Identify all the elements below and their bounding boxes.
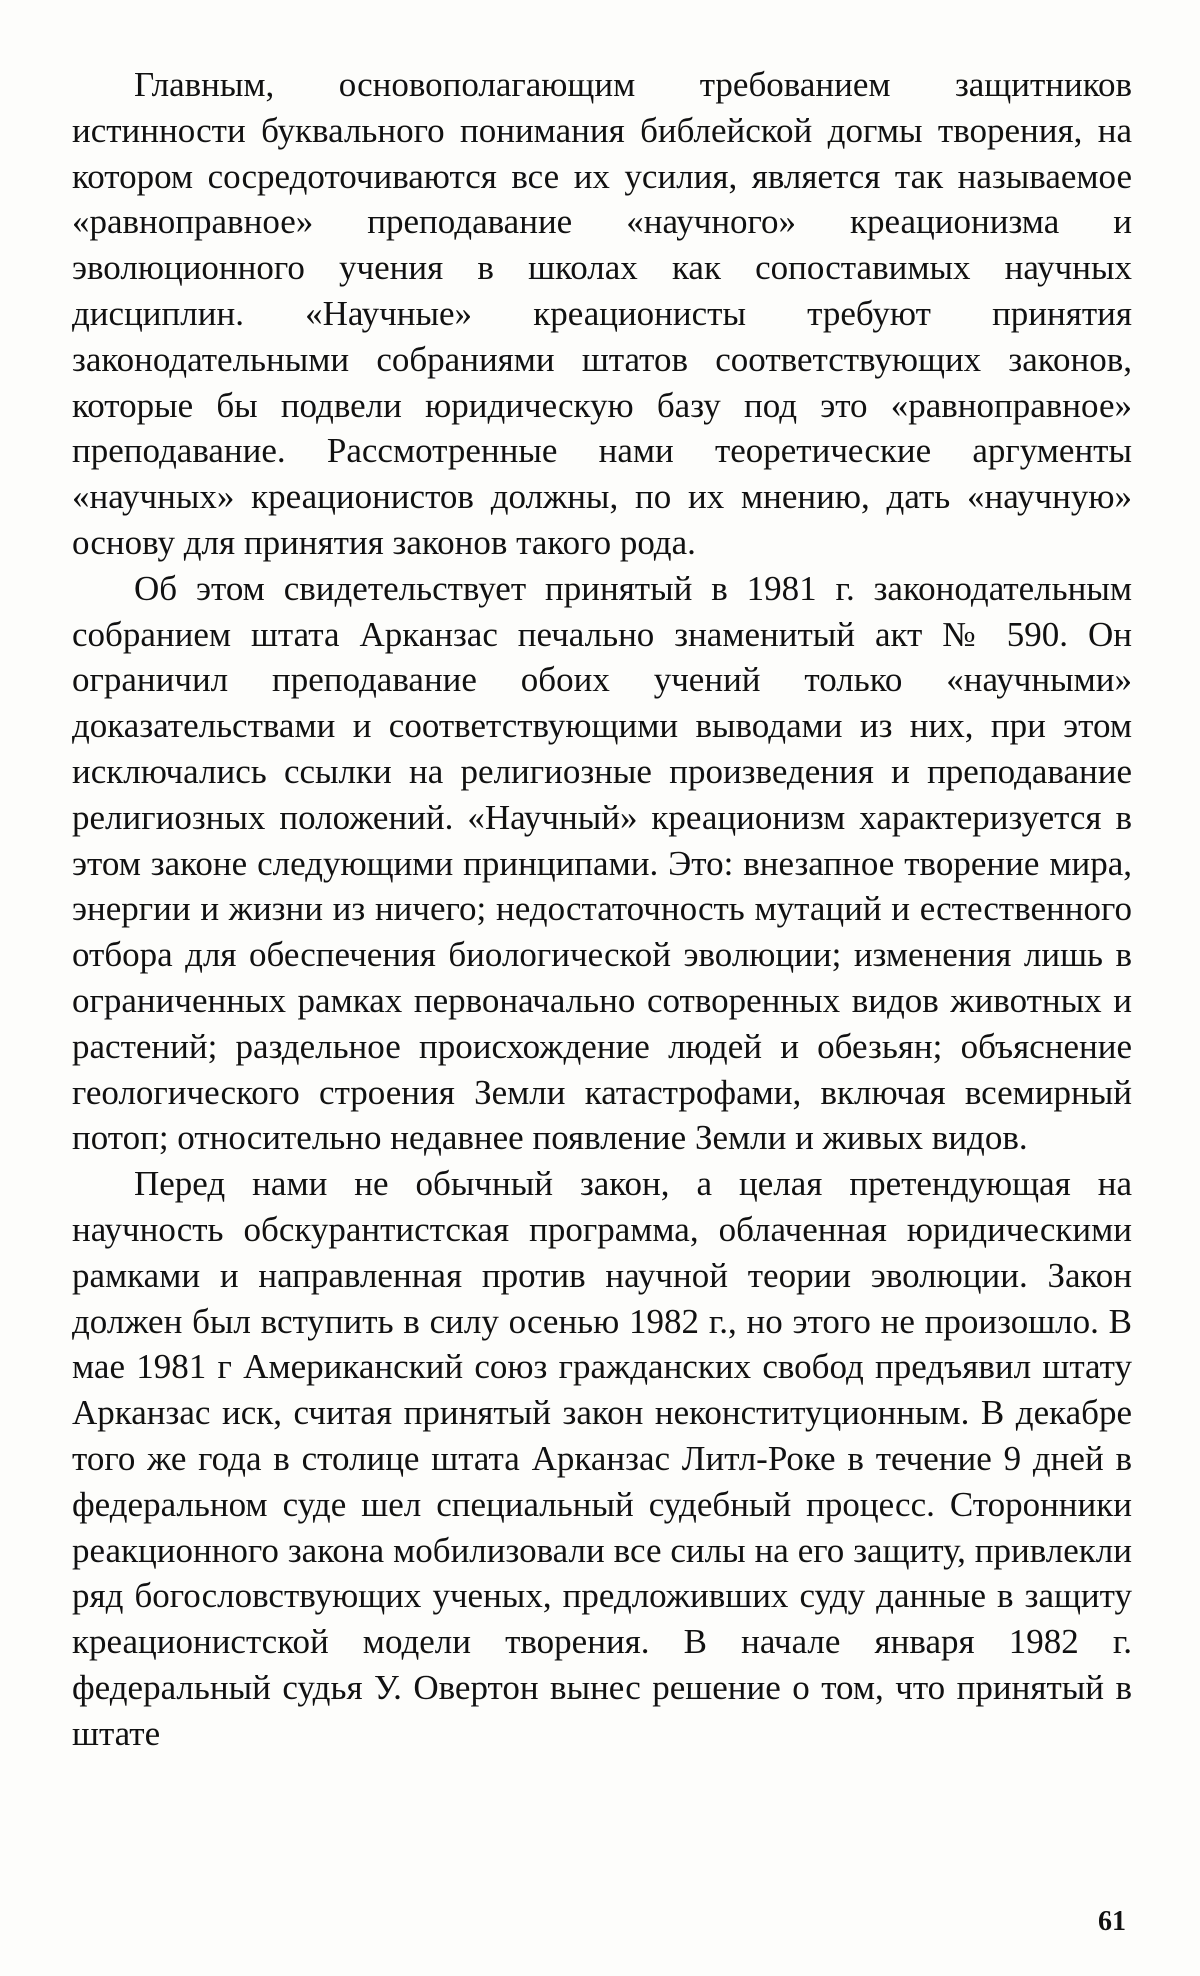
body-text (72, 62, 1132, 1756)
paragraph-3: Перед нами не обычный закон, а целая претендующая на научность обскурантистская программа, облаченная юридическими рамками и направленная против научной теории эволюции. Закон должен был вступить в силу осенью 1982 г., но этого не произошло. В мае 1981 г Американский союз гражданских свобод предъявил штату Арканзас иск, считая принятый закон неконституционным. В декабре того же года в столице штата Арканзас Литл-Роке в течение 9 дней в федеральном суде шел специальный судебный процесс. Сторонники реакционного закона мобилизовали все силы на его защиту, привлекли ряд богословствующих ученых, предложивших суду данные в защиту креационистской модели творения. В начале января 1982 г. федеральный судья У. Овертон вынес решение о том, что принятый в штате (72, 1164, 1132, 1753)
paragraph-2: Об этом свидетельствует принятый в 1981 г. законодательным собранием штата Арканзас печально знаменитый акт № 590. Он ограничил преподавание обоих учений только «научными» доказательствами и соответствующими выводами из них, при этом исключались ссылки на религиозные произведения и преподавание религиозных положений. «Научный» креационизм характеризуется в этом законе следующими принципами. Это: внезапное творение мира, энергии и жизни из ничего; недостаточность мутаций и естественного отбора для обеспечения биологической эволюции; изменения лишь в ограниченных рамках первоначально сотворенных видов животных и растений; раздельное происхождение людей и обезьян; объяснение геологического строения Земли катастрофами, включая всемирный потоп; относительно недавнее появление Земли и живых видов. (72, 568, 1132, 1158)
paragraph-1: Главным, основополагающим требованием защитников истинности буквального понимания библейской догмы творения, на котором сосредоточиваются все их усилия, является так называемое «равноправное» преподавание «научного» креационизма и эволюционного учения в школах как сопоставимых научных дисциплин. «Научные» креационисты требуют принятия законодательными собраниями штатов соответствующих законов, которые бы подвели юридическую базу под это «равноправное» преподавание. Рассмотренные нами теоретические аргументы «научных» креационистов должны, по их мнению, дать «научную» основу для принятия законов такого рода. (72, 65, 1132, 562)
page-number: 61 (1098, 1906, 1126, 1937)
